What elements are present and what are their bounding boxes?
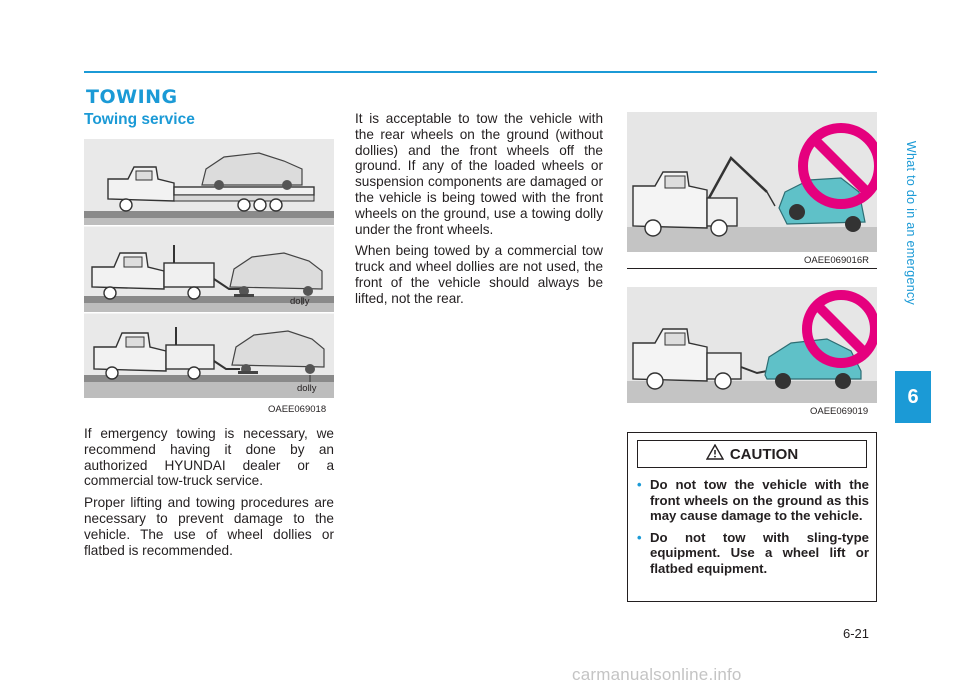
paragraph: When being towed by a commercial tow truck and wheel dollies are not used, the front of the vehicle should always be lifted, not the rear. [355, 243, 603, 306]
caution-title: CAUTION [729, 445, 799, 463]
caution-item-text: Do not tow the vehicle with the front wheels on the ground as this may cause damage to the vehicle. [650, 477, 869, 523]
left-column-text [84, 426, 334, 564]
prohibited-towing-illustration [627, 112, 877, 252]
caution-item [637, 530, 869, 577]
caution-item [637, 477, 869, 524]
bullet-icon: • [637, 529, 642, 545]
section-title: TOWING [86, 86, 178, 108]
warning-triangle-icon [706, 444, 724, 464]
bullet-icon: • [637, 477, 642, 492]
top-rule [84, 71, 877, 73]
caution-header [637, 440, 867, 468]
page-number: 6-21 [843, 626, 870, 641]
paragraph: Proper lifting and towing procedures are necessary to prevent damage to the vehicle. The use of wheel dollies or flatbed is recommended. [84, 495, 334, 558]
prohibited-sling-towing-illustration [627, 287, 877, 403]
paragraph: It is acceptable to tow the vehicle with the rear wheels on the ground (without dollies) and the front wheels off the ground. If any of the loaded wheels or suspension components are damaged or the vehicle is being towed with the front wheels on the ground, use a towing dolly under the front wheels. [355, 111, 603, 237]
chapter-number-badge: 6 [895, 371, 931, 423]
caution-item-text: Do not tow with sling-type equipment. Use a wheel lift or flatbed equipment. [650, 529, 869, 576]
dolly-label: dolly [290, 296, 310, 307]
figure-code: OAEE069018 [268, 404, 327, 415]
figure-code: OAEE069016R [804, 255, 869, 266]
subsection-title: Towing service [84, 111, 195, 128]
figure-code: OAEE069019 [810, 406, 869, 417]
middle-column-text [355, 111, 603, 313]
towing-methods-illustration [84, 139, 334, 398]
caution-list [637, 477, 869, 582]
figure-divider [627, 268, 877, 269]
watermark-text[interactable]: carmanualsonline.info [572, 665, 742, 684]
chapter-side-tab [893, 73, 929, 373]
paragraph: If emergency towing is necessary, we recommend having it done by an authorized HYUNDAI dealer or a commercial tow-truck service. [84, 426, 334, 489]
chapter-title: What to do in an emergency [904, 140, 919, 306]
dolly-label: dolly [297, 383, 317, 394]
caution-box [627, 432, 877, 602]
